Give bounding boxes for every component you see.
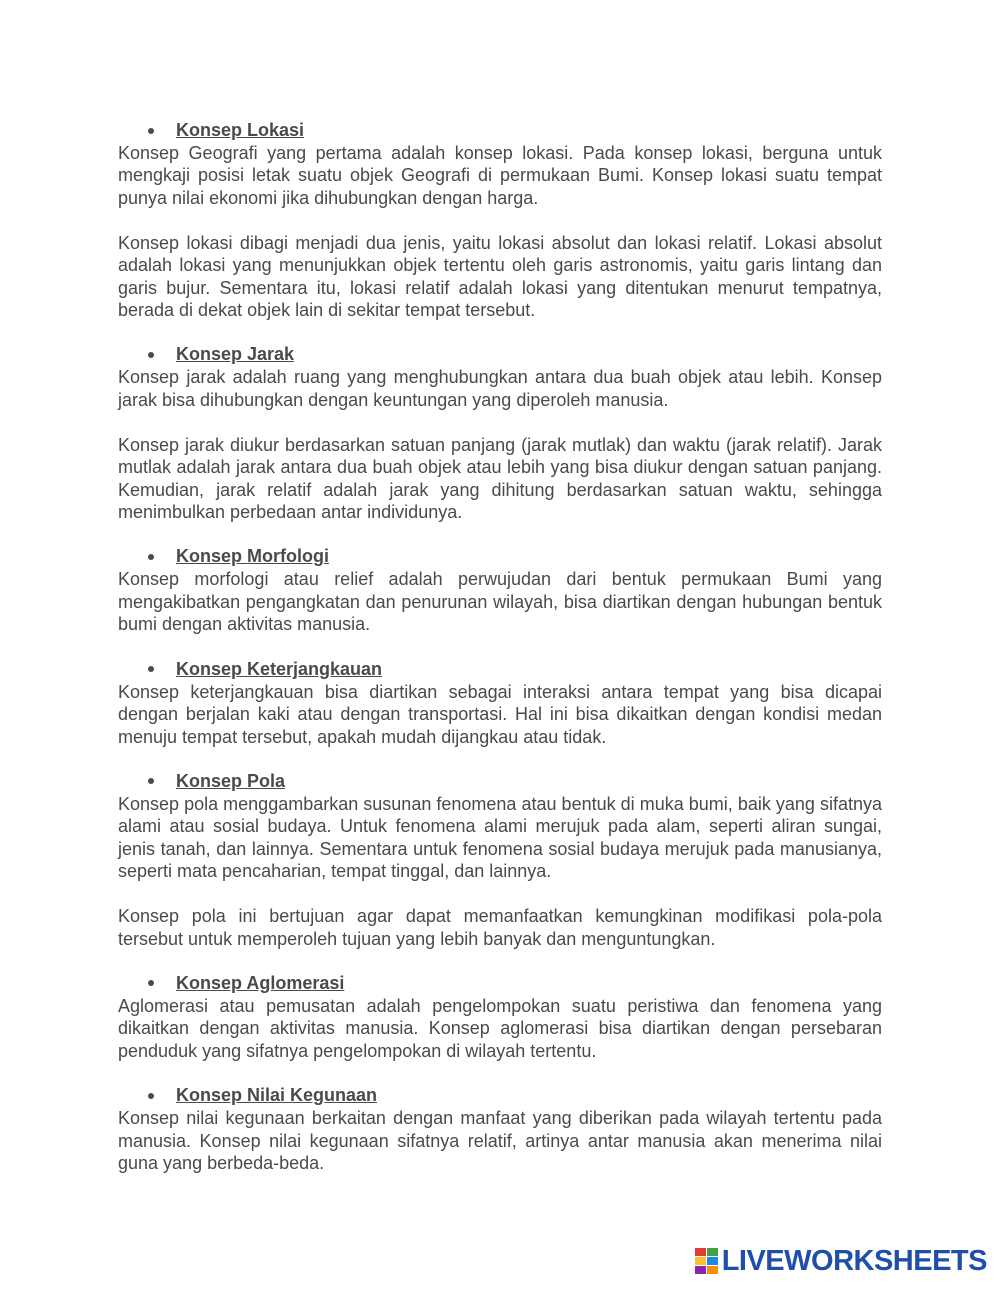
section-title: Konsep Keterjangkauan xyxy=(176,658,383,679)
liveworksheets-brand xyxy=(695,1246,987,1276)
section-title: Konsep Aglomerasi xyxy=(176,972,345,993)
bullet-icon xyxy=(148,980,154,986)
section-title: Konsep Morfologi xyxy=(176,546,329,567)
section-paragraph: Konsep Geografi yang pertama adalah konsep lokasi. Pada konsep lokasi, berguna untuk mengkaji posisi letak suatu objek Geografi di permukaan Bumi. Konsep lokasi suatu tempat punya nilai ekonomi jika dihubungkan dengan harga. xyxy=(118,143,882,208)
section-paragraph: Konsep nilai kegunaan berkaitan dengan manfaat yang diberikan pada wilayah tertentu pada manusia. Konsep nilai kegunaan sifatnya relatif, artinya antar manusia akan menerima nilai guna yang berbeda-beda. xyxy=(118,1108,882,1173)
section-heading xyxy=(118,1084,882,1107)
concept-section xyxy=(118,770,882,950)
concept-section xyxy=(118,658,882,748)
section-heading xyxy=(118,343,882,366)
section-paragraph: Konsep jarak adalah ruang yang menghubungkan antara dua buah objek atau lebih. Konsep jarak bisa dihubungkan dengan keuntungan yang diperoleh manusia. xyxy=(118,367,882,410)
section-title: Konsep Nilai Kegunaan xyxy=(176,1085,378,1106)
liveworksheets-logo-icon xyxy=(695,1248,718,1274)
section-paragraph: Konsep pola ini bertujuan agar dapat memanfaatkan kemungkinan modifikasi pola-pola tersebut untuk memperoleh tujuan yang lebih banyak dan menguntungkan. xyxy=(118,906,882,949)
section-paragraph: Konsep jarak diukur berdasarkan satuan panjang (jarak mutlak) dan waktu (jarak relatif). Jarak mutlak adalah jarak antara dua buah objek atau lebih yang bisa diukur dengan satuan panjang. Kemudian, jarak relatif adalah jarak yang dihitung berdasarkan satuan waktu, sehingga menimbulkan perbedaan antar individunya. xyxy=(118,434,882,523)
section-title: Konsep Pola xyxy=(176,770,286,791)
section-paragraph: Aglomerasi atau pemusatan adalah pengelompokan suatu peristiwa dan fenomena yang dikaitkan dengan aktivitas manusia. Konsep aglomerasi bisa diartikan dengan persebaran penduduk yang sifatnya pengelompokan di wilayah tertentu. xyxy=(118,995,882,1061)
logo-tile-i xyxy=(707,1248,718,1256)
section-heading xyxy=(118,770,882,793)
section-title: Konsep Lokasi xyxy=(176,120,305,140)
concept-section xyxy=(118,119,882,321)
concept-section xyxy=(118,545,882,635)
section-paragraph: Konsep keterjangkauan bisa diartikan sebagai interaksi antara tempat yang bisa dicapai dengan berjalan kaki atau dengan transportasi. Hal ini bisa dikaitkan dengan kondisi medan menuju tempat tersebut, apakah mudah dijangkau atau tidak. xyxy=(118,681,882,747)
concept-section xyxy=(118,343,882,523)
bullet-icon xyxy=(148,352,154,358)
section-paragraph: Konsep pola menggambarkan susunan fenomena atau bentuk di muka bumi, baik yang sifatnya alami atau sosial budaya. Untuk fenomena alami merujuk pada alam, seperti aliran sungai, jenis tanah, dan lainnya. Sementara untuk fenomena sosial budaya merujuk pada manusianya, seperti mata pencaharian, tempat tinggal, dan lainnya. xyxy=(118,793,882,882)
section-heading xyxy=(118,545,882,568)
bullet-icon xyxy=(148,128,154,134)
section-paragraph: Konsep lokasi dibagi menjadi dua jenis, yaitu lokasi absolut dan lokasi relatif. Lokasi absolut adalah lokasi yang menunjukkan objek tertentu oleh garis astronomis, yaitu garis lintang dan garis bujur. Sementara itu, lokasi relatif adalah lokasi yang ditentukan menurut tempatnya, berada di dekat objek lain di sekitar tempat tersebut. xyxy=(118,232,882,321)
logo-tile-e xyxy=(707,1257,718,1265)
bullet-icon xyxy=(148,1093,154,1099)
bullet-icon xyxy=(148,554,154,560)
brand-name: LIVEWORKSHEETS xyxy=(721,1244,987,1277)
logo-tile-l xyxy=(695,1248,706,1256)
logo-tile-w xyxy=(695,1266,706,1274)
section-heading xyxy=(118,119,882,142)
section-paragraph: Konsep morfologi atau relief adalah perwujudan dari bentuk permukaan Bumi yang mengakibatkan pengangkatan dan penurunan wilayah, bisa diartikan dengan hubungan bentuk bumi dengan aktivitas manusia. xyxy=(118,569,882,635)
concept-section xyxy=(118,972,882,1062)
concept-section xyxy=(118,1084,882,1174)
section-heading xyxy=(118,658,882,681)
logo-tile-v xyxy=(695,1257,706,1265)
section-heading xyxy=(118,972,882,995)
bullet-icon xyxy=(148,666,154,672)
logo-tile-s xyxy=(707,1266,718,1274)
section-title: Konsep Jarak xyxy=(176,344,295,365)
document-body xyxy=(118,119,882,1174)
bullet-icon xyxy=(148,778,154,784)
